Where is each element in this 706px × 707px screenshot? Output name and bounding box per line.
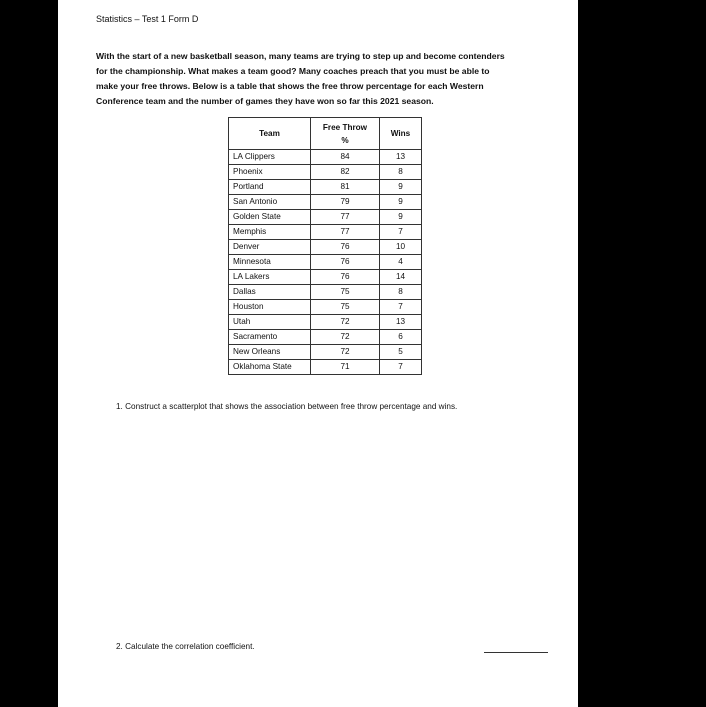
free-throw-cell: 84 [311,150,380,165]
table-row [229,210,422,225]
wins-column-header: Wins [380,118,422,150]
free-throw-cell: 79 [311,195,380,210]
free-throw-cell: 76 [311,255,380,270]
free-throw-table [228,117,422,375]
team-cell: LA Clippers [229,150,311,165]
table-row [229,225,422,240]
free-throw-header-line2: % [341,135,349,145]
free-throw-cell: 77 [311,225,380,240]
page-header: Statistics – Test 1 Form D [96,14,199,24]
intro-line: With the start of a new basketball season, many teams are trying to step up and become contenders [96,51,505,61]
free-throw-cell: 72 [311,330,380,345]
team-cell: San Antonio [229,195,311,210]
table-row [229,300,422,315]
team-cell: Minnesota [229,255,311,270]
answer-blank-line[interactable] [484,652,548,653]
wins-cell: 9 [380,210,422,225]
team-cell: Dallas [229,285,311,300]
question-2: 2. Calculate the correlation coefficient. [116,642,255,651]
team-cell: Portland [229,180,311,195]
table-row [229,240,422,255]
table-row [229,285,422,300]
free-throw-cell: 75 [311,285,380,300]
free-throw-cell: 72 [311,345,380,360]
wins-cell: 8 [380,165,422,180]
free-throw-column-header [311,118,380,150]
question-1: 1. Construct a scatterplot that shows the association between free throw percentage and wins. [116,402,458,411]
table-row [229,255,422,270]
wins-cell: 6 [380,330,422,345]
wins-cell: 13 [380,315,422,330]
wins-cell: 7 [380,360,422,375]
team-cell: Sacramento [229,330,311,345]
free-throw-header-line1: Free Throw [322,122,368,132]
wins-cell: 4 [380,255,422,270]
wins-cell: 7 [380,300,422,315]
table-row [229,315,422,330]
team-cell: Phoenix [229,165,311,180]
table-row [229,270,422,285]
free-throw-cell: 81 [311,180,380,195]
wins-cell: 8 [380,285,422,300]
wins-cell: 14 [380,270,422,285]
table-row [229,150,422,165]
intro-line: for the championship. What makes a team good? Many coaches preach that you must be able to [96,66,490,76]
table-row [229,165,422,180]
free-throw-cell: 76 [311,270,380,285]
team-cell: Memphis [229,225,311,240]
intro-paragraph [96,49,566,109]
wins-cell: 10 [380,240,422,255]
intro-line: Conference team and the number of games they have won so far this 2021 season. [96,96,434,106]
table-row [229,180,422,195]
team-cell: Houston [229,300,311,315]
table-row [229,360,422,375]
intro-line: make your free throws. Below is a table that shows the free throw percentage for each Western [96,81,484,91]
free-throw-cell: 77 [311,210,380,225]
wins-cell: 13 [380,150,422,165]
team-column-header: Team [229,118,311,150]
free-throw-cell: 76 [311,240,380,255]
wins-cell: 5 [380,345,422,360]
team-cell: Utah [229,315,311,330]
wins-cell: 7 [380,225,422,240]
team-cell: Golden State [229,210,311,225]
free-throw-cell: 71 [311,360,380,375]
team-cell: Oklahoma State [229,360,311,375]
free-throw-cell: 75 [311,300,380,315]
team-cell: New Orleans [229,345,311,360]
wins-cell: 9 [380,195,422,210]
wins-cell: 9 [380,180,422,195]
free-throw-cell: 72 [311,315,380,330]
table-row [229,330,422,345]
team-cell: LA Lakers [229,270,311,285]
team-cell: Denver [229,240,311,255]
table-header-row [229,118,422,150]
table-body [229,150,422,375]
table-row [229,345,422,360]
worksheet-page [58,0,578,707]
table-row [229,195,422,210]
free-throw-cell: 82 [311,165,380,180]
